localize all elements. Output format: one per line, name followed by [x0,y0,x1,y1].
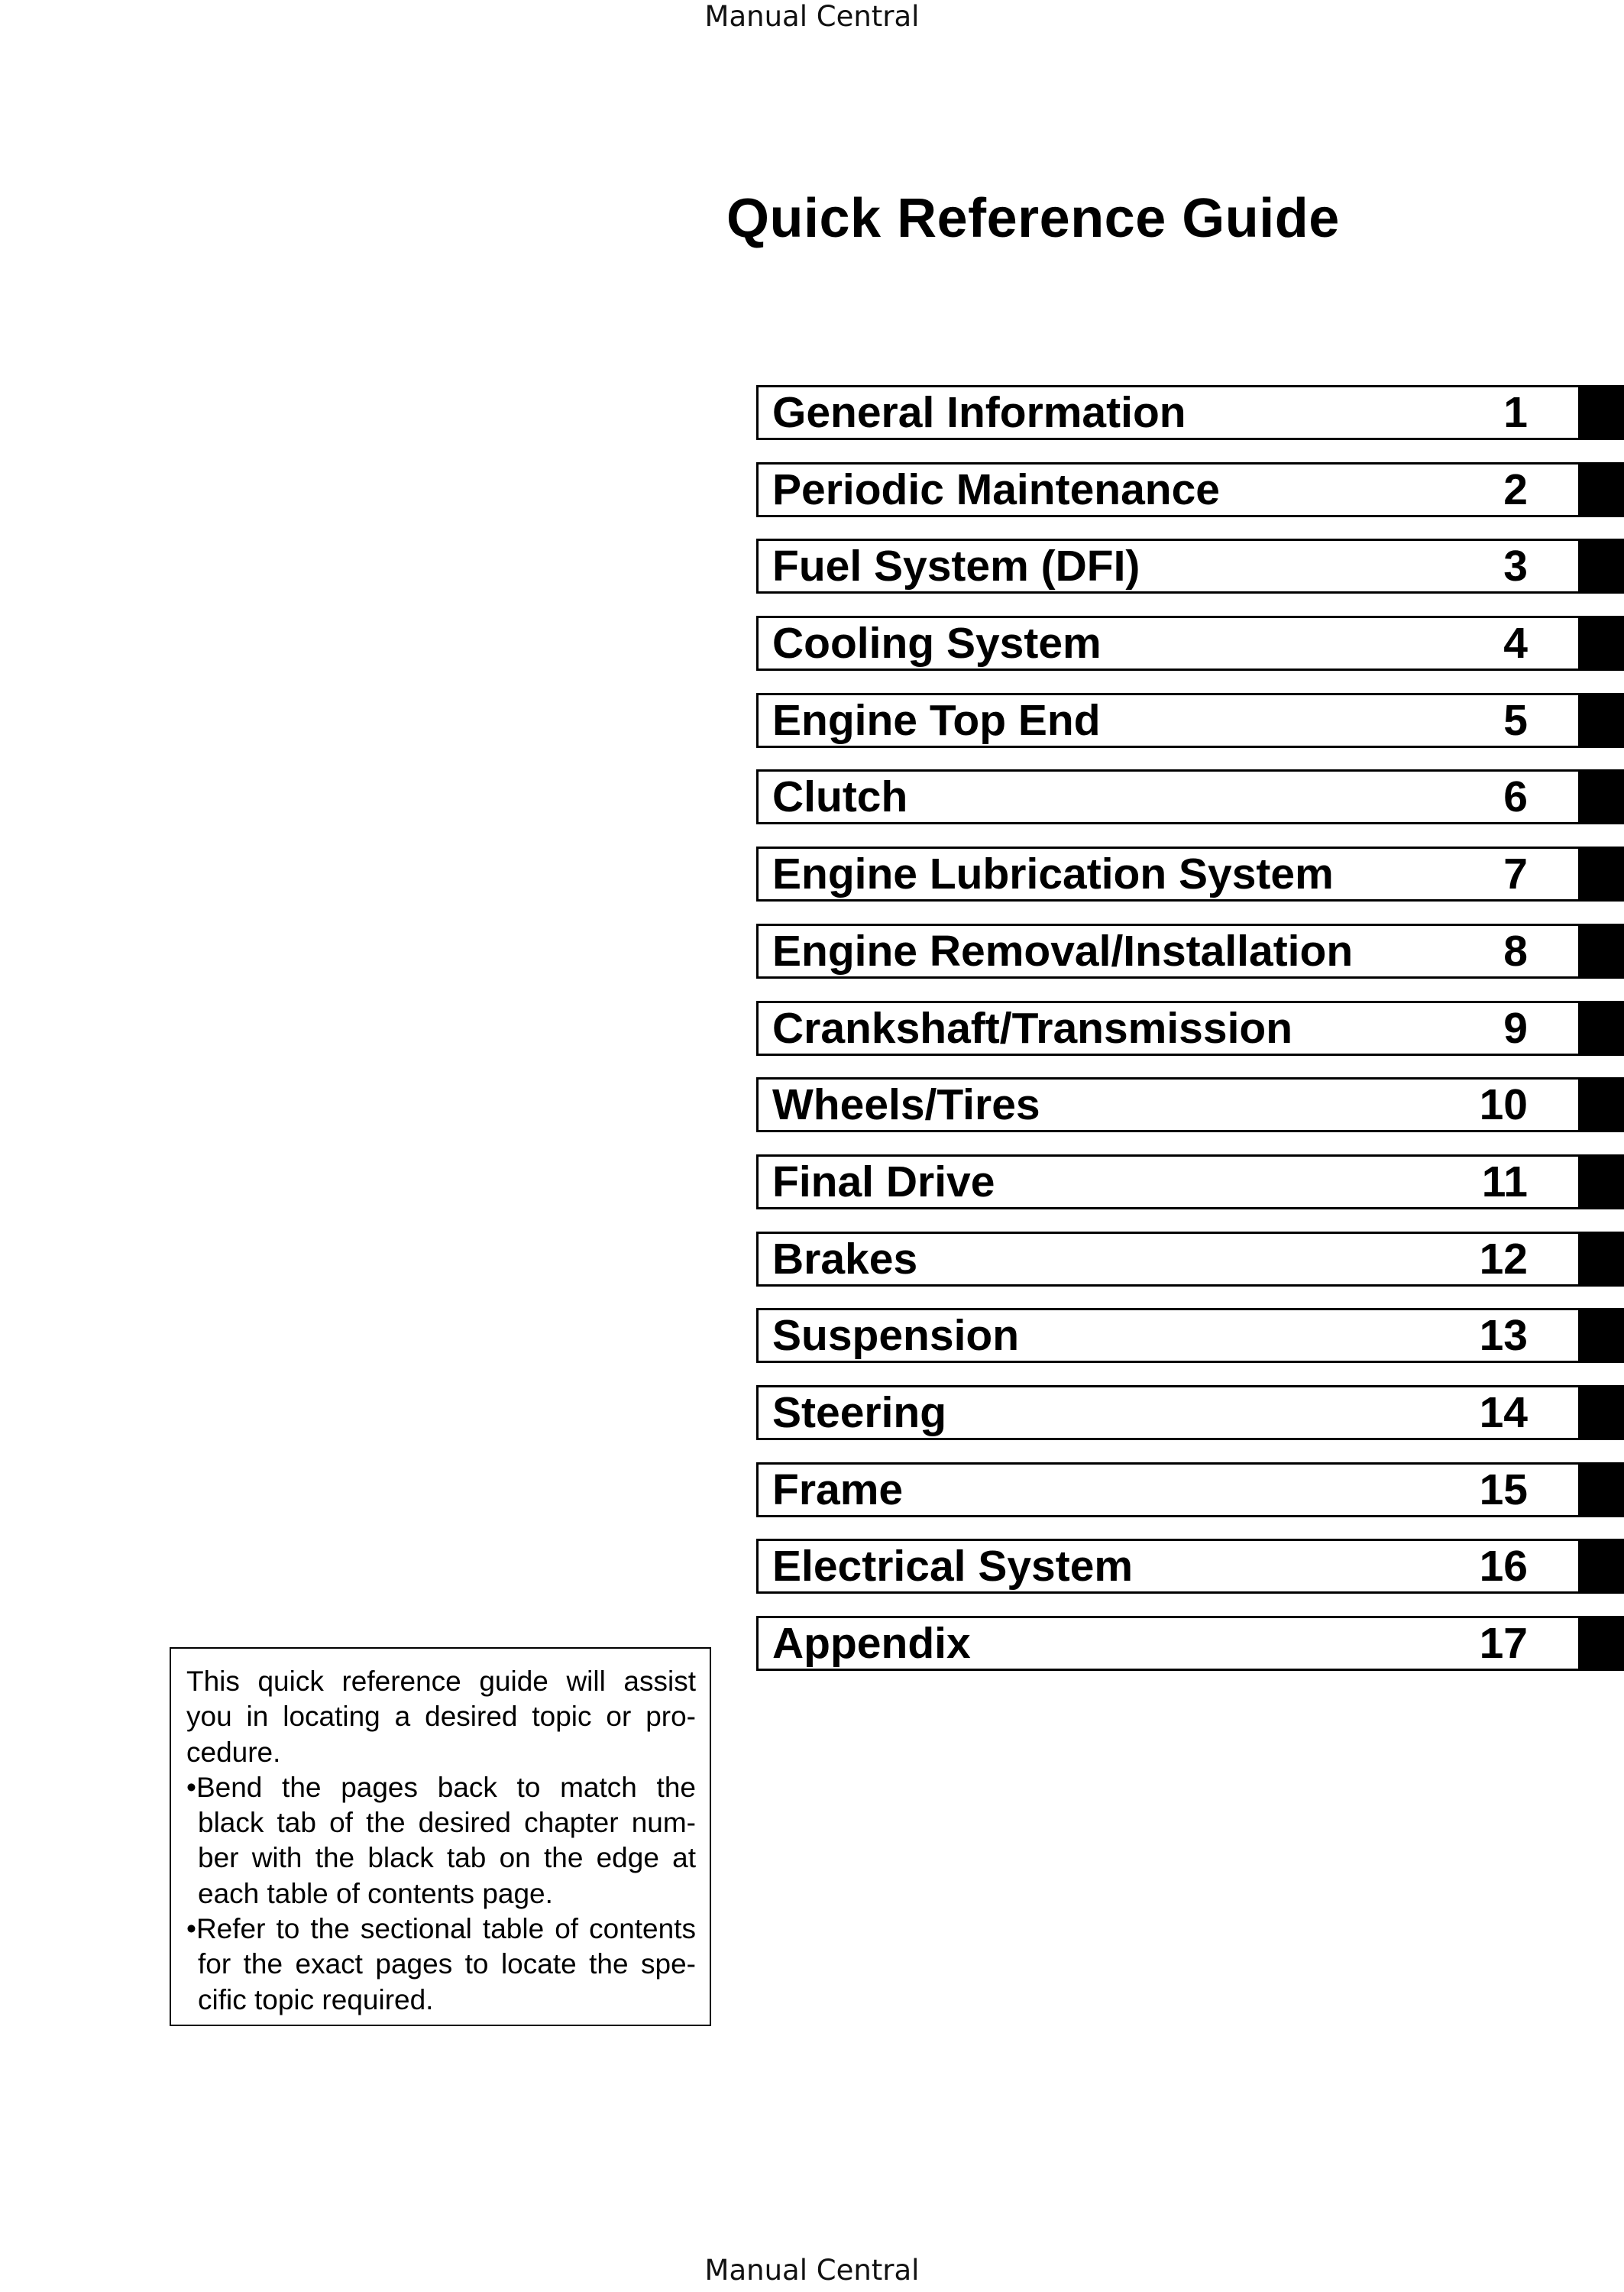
instruction-line: •Bend the pages back to match the [186,1771,696,1803]
chapter-label: Engine Removal/Installation [772,926,1354,976]
chapter-label: Steering [772,1387,947,1437]
chapter-tab [1578,1462,1624,1517]
chapter-row-12[interactable] [756,1232,1624,1309]
chapter-label: Crankshaft/Transmission [772,1003,1293,1053]
chapter-number: 11 [1481,1157,1528,1206]
chapter-row-15[interactable] [756,1462,1624,1539]
chapter-number: 6 [1503,772,1528,822]
watermark-top: Manual Central [704,0,920,33]
chapter-tab [1578,385,1624,440]
instruction-line: cific topic required. [198,1983,434,2015]
instruction-line: black tab of the desired chapter num- [198,1807,696,1839]
chapter-row-9[interactable] [756,1001,1624,1078]
chapter-number: 17 [1479,1619,1528,1668]
chapter-row-2[interactable] [756,462,1624,539]
instruction-line: you in locating a desired topic or pro- [186,1701,696,1733]
chapter-tab [1578,1539,1624,1594]
chapter-row-17[interactable] [756,1616,1624,1693]
chapter-number: 10 [1479,1080,1528,1130]
chapter-tab [1578,1232,1624,1287]
chapter-label: Cooling System [772,619,1102,668]
chapter-row-3[interactable] [756,539,1624,616]
instructions-box [170,1647,711,2026]
chapter-tab [1578,1308,1624,1363]
chapter-tab [1578,1077,1624,1132]
chapter-label: Brakes [772,1234,918,1284]
chapter-label: Engine Lubrication System [772,850,1334,899]
chapter-number: 4 [1503,619,1528,668]
chapter-number: 1 [1503,388,1528,437]
chapter-number: 2 [1503,465,1528,514]
chapter-label: Periodic Maintenance [772,465,1221,514]
instruction-line: •Refer to the sectional table of contents [186,1913,696,1945]
instruction-line: cedure. [186,1736,281,1768]
chapter-tab [1578,847,1624,902]
chapter-label: Appendix [772,1619,971,1668]
chapter-number: 14 [1479,1387,1528,1437]
chapter-tab [1578,1385,1624,1440]
chapter-tab [1578,1616,1624,1671]
chapter-number: 3 [1503,542,1528,591]
chapter-tab [1578,1154,1624,1209]
chapter-list [756,385,1624,1693]
chapter-label: Suspension [772,1311,1020,1361]
chapter-row-1[interactable] [756,385,1624,462]
chapter-tab [1578,462,1624,517]
instruction-line: for the exact pages to locate the spe- [198,1948,696,1980]
instruction-line: This quick reference guide will assist [186,1666,696,1697]
chapter-tab [1578,1001,1624,1056]
chapter-tab [1578,769,1624,824]
chapter-row-5[interactable] [756,693,1624,770]
chapter-label: General Information [772,388,1186,437]
chapter-row-6[interactable] [756,769,1624,847]
chapter-row-8[interactable] [756,924,1624,1001]
page-title: Quick Reference Guide [726,188,1340,249]
chapter-number: 9 [1503,1003,1528,1053]
chapter-label: Frame [772,1465,904,1514]
chapter-row-7[interactable] [756,847,1624,924]
chapter-label: Engine Top End [772,695,1101,745]
instruction-line: each table of contents page. [198,1877,553,1909]
chapter-tab [1578,616,1624,671]
chapter-row-16[interactable] [756,1539,1624,1616]
chapter-label: Clutch [772,772,908,822]
chapter-label: Final Drive [772,1157,995,1206]
chapter-row-14[interactable] [756,1385,1624,1462]
chapter-tab [1578,924,1624,979]
chapter-label: Wheels/Tires [772,1080,1040,1130]
chapter-row-13[interactable] [756,1308,1624,1385]
chapter-number: 12 [1479,1234,1528,1284]
watermark-bottom: Manual Central [704,2254,920,2287]
chapter-number: 15 [1479,1465,1528,1514]
chapter-number: 16 [1479,1542,1528,1591]
chapter-label: Electrical System [772,1542,1134,1591]
chapter-tab [1578,693,1624,748]
chapter-tab [1578,539,1624,594]
chapter-number: 13 [1479,1311,1528,1361]
chapter-row-4[interactable] [756,616,1624,693]
chapter-label: Fuel System (DFI) [772,542,1140,591]
chapter-number: 8 [1503,926,1528,976]
chapter-number: 5 [1503,695,1528,745]
instruction-line: ber with the black tab on the edge at [198,1842,696,1874]
chapter-number: 7 [1503,850,1528,899]
chapter-row-11[interactable] [756,1154,1624,1232]
chapter-row-10[interactable] [756,1077,1624,1154]
